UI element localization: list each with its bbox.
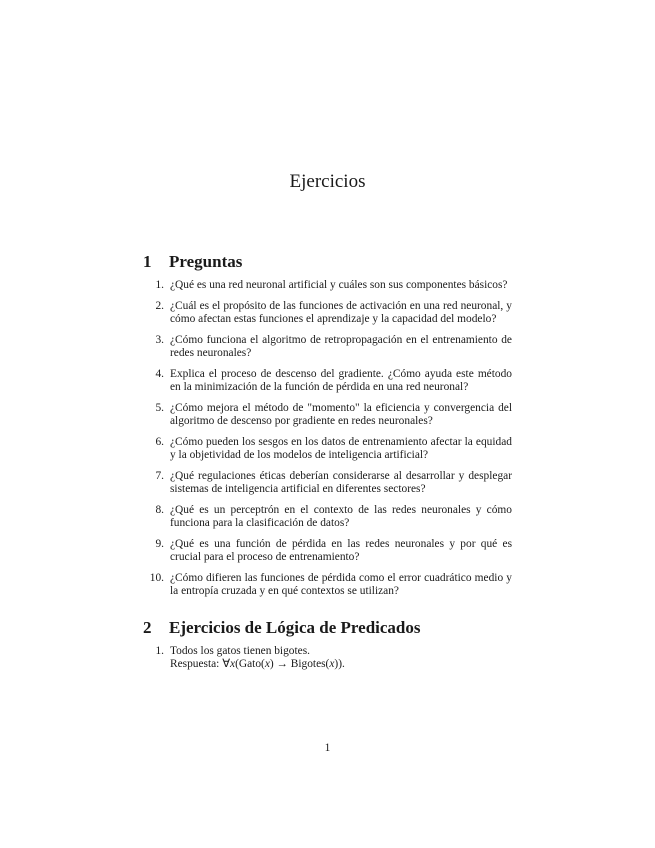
item-number: 2. (155, 300, 164, 312)
list-item (145, 368, 512, 394)
item-number: 4. (155, 368, 164, 380)
item-number: 10. (149, 572, 164, 584)
list-item (145, 504, 512, 530)
list-item (145, 334, 512, 360)
item-number: 6. (155, 436, 164, 448)
list-item (145, 279, 512, 292)
page-number: 1 (324, 742, 331, 754)
section-title: Preguntas (169, 252, 243, 271)
section-heading-logica-predicados (143, 618, 421, 638)
list-item (145, 402, 512, 428)
list-item (145, 470, 512, 496)
logic-exercises-list (145, 645, 512, 671)
item-number: 1. (155, 645, 164, 657)
section-heading-preguntas (143, 252, 242, 272)
list-item (145, 572, 512, 598)
section-title: Ejercicios de Lógica de Predicados (169, 618, 421, 637)
section-number: 1 (143, 252, 152, 271)
item-text: Explica el proceso de descenso del gradiente. ¿Cómo ayuda este método en la minimización de la función de pérdida en una red neuronal? (170, 368, 512, 393)
document-title: Ejercicios (289, 171, 366, 192)
item-text: ¿Cómo funciona el algoritmo de retropropagación en el entrenamiento de redes neuronales? (170, 334, 512, 359)
item-number: 8. (155, 504, 164, 516)
item-number: 7. (155, 470, 164, 482)
list-item (145, 645, 512, 671)
formula-part: ) → Bigotes( (269, 658, 330, 670)
exercise-statement: Todos los gatos tienen bigotes. (170, 645, 310, 657)
math-variable: x (230, 658, 236, 670)
item-text: ¿Cómo pueden los sesgos en los datos de entrenamiento afectar la equidad y la objetividad de los modelos de inteligencia artificial? (170, 436, 512, 461)
item-text: ¿Qué es un perceptrón en el contexto de las redes neuronales y cómo funciona para la clasificación de datos? (170, 504, 512, 529)
item-number: 9. (155, 538, 164, 550)
item-text: ¿Cómo mejora el método de "momento" la eficiencia y convergencia del algoritmo de descenso por gradiente en redes neuronales? (170, 402, 512, 427)
item-number: 5. (155, 402, 164, 414)
answer-label: Respuesta: (170, 658, 220, 670)
item-number: 3. (155, 334, 164, 346)
exercise-answer (170, 658, 512, 671)
item-number: 1. (155, 279, 164, 291)
math-variable: x (264, 658, 270, 670)
list-item (145, 300, 512, 326)
item-text: ¿Qué es una función de pérdida en las redes neuronales y por qué es crucial para el proceso de entrenamiento? (170, 538, 512, 563)
math-variable: x (329, 658, 335, 670)
list-item (145, 538, 512, 564)
formula-part: )). (334, 658, 345, 670)
formula-part: (Gato( (235, 658, 265, 670)
item-text: ¿Cómo difieren las funciones de pérdida como el error cuadrático medio y la entropía cruzada y en qué contextos se utilizan? (170, 572, 512, 597)
section-number: 2 (143, 618, 152, 637)
item-text: ¿Qué regulaciones éticas deberían considerarse al desarrollar y desplegar sistemas de inteligencia artificial en diferentes sectores? (170, 470, 512, 495)
questions-list (145, 279, 512, 606)
item-text: ¿Qué es una red neuronal artificial y cuáles son sus componentes básicos? (170, 279, 508, 291)
list-item (145, 436, 512, 462)
forall-symbol: ∀ (222, 658, 231, 670)
item-text: ¿Cuál es el propósito de las funciones de activación en una red neuronal, y cómo afectan estas funciones el aprendizaje y la capacidad del modelo? (170, 300, 512, 325)
